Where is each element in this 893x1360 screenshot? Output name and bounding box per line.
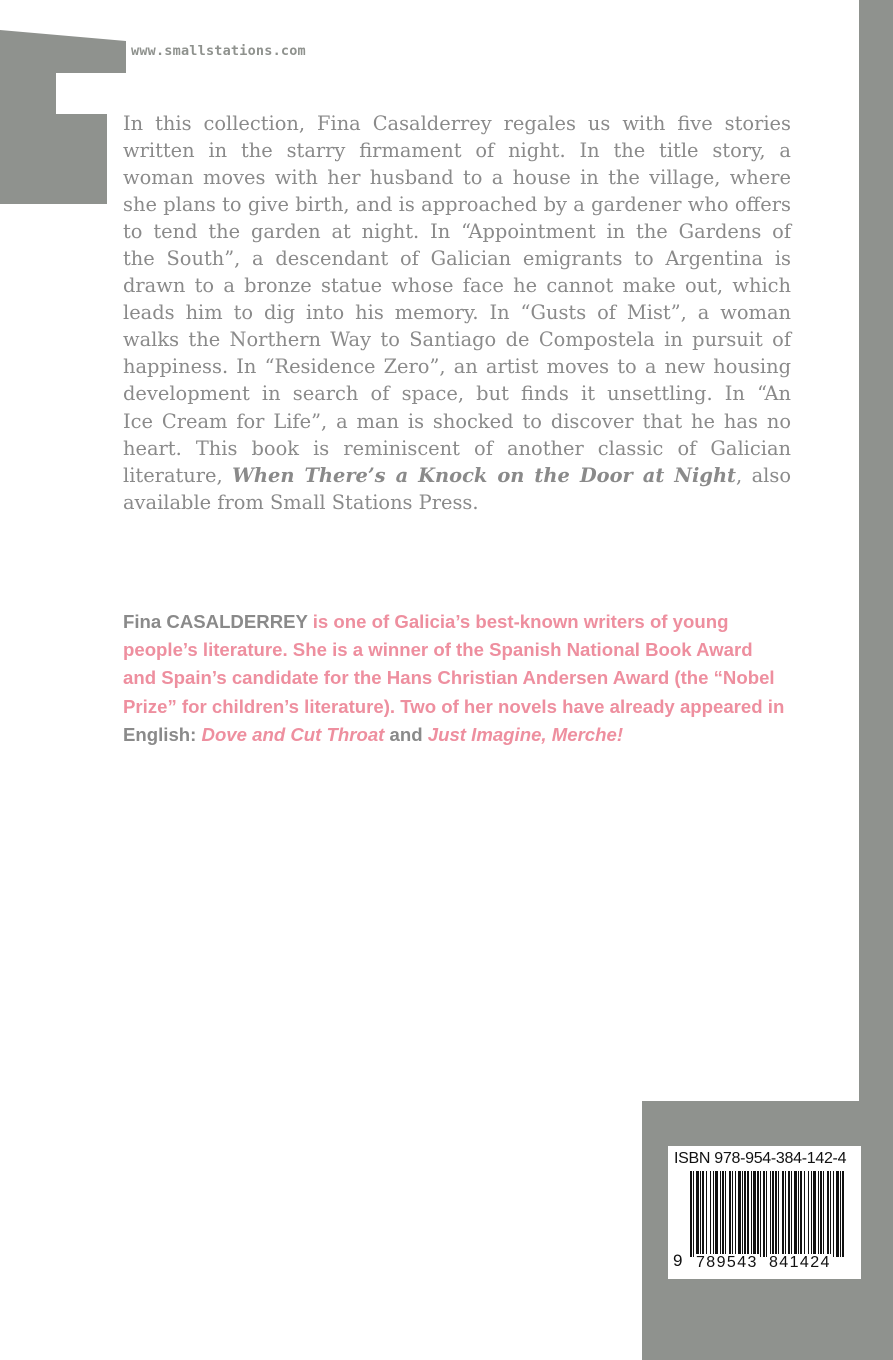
novel-title: Dove and Cut Throat [201,723,385,745]
publisher-f-logo [0,0,126,204]
blurb-line: the South”, a descendant of Galician emigrants to Argentina is [123,247,791,271]
blurb-line: In this collection, Fina Casalderrey regales us with five stories [123,112,791,135]
barcode-digits-right: 841424 [769,1254,831,1271]
blurb-line: happiness. In “Residence Zero”, an artist moves to a new housing [123,355,791,379]
bio-line: people’s literature. She is a winner of the Spanish National Book Award [123,639,753,661]
blurb-line: written in the starry firmament of night. In the title story, a [123,139,791,163]
blurb-line: development in search of space, but finds it unsettling. In “An [123,382,791,406]
publisher-url[interactable]: www.smallstations.com [131,43,306,59]
blurb-text: , also [736,463,792,487]
barcode-digits-left: 789543 [696,1254,758,1271]
blurb-line: Ice Cream for Life”, a man is shocked to discover that he has no [123,409,791,433]
bio-line: and Spain’s candidate for the Hans Christian Andersen Award (the “Nobel [123,667,775,689]
logo-f-shape [0,30,126,204]
author-name: Fina CASALDERREY [123,611,308,632]
barcode-icon [690,1171,844,1257]
bio-text: and [384,723,428,745]
bio-line [123,608,787,636]
blurb-line: she plans to give birth, and is approached by a gardener who offers [123,193,791,217]
blurb-line: heart. This book is reminiscent of another classic of Galician [123,436,791,460]
author-bio [123,608,787,749]
blurb-line: walks the Northern Way to Santiago de Compostela in pursuit of [123,328,791,352]
bio-line: Prize” for children’s literature). Two of her novels have already appeared in [123,695,785,717]
blurb-line: drawn to a bronze statue whose face he cannot make out, which [123,274,791,298]
book-blurb [123,110,791,516]
blurb-line: woman moves with her husband to a house in the village, where [123,166,791,190]
blurb-text: literature, [123,463,233,487]
blurb-line: leads him to dig into his memory. In “Gusts of Mist”, a woman [123,301,791,325]
barcode-lead-digit: 9 [673,1251,683,1270]
blurb-line: available from Small Stations Press. [123,490,479,514]
bio-text: is one of Galicia’s best-known writers of young [307,611,729,632]
blurb-line-with-title [123,462,791,489]
isbn-number: ISBN 978-954-384-142-4 [674,1150,847,1167]
bio-line [123,721,787,749]
bio-text: English: [123,723,202,745]
novel-title: Just Imagine, Merche! [427,723,624,745]
related-book-title: When There’s a Knock on the Door at Night [232,463,737,487]
blurb-line: to tend the garden at night. In “Appointment in the Gardens of [123,220,791,244]
